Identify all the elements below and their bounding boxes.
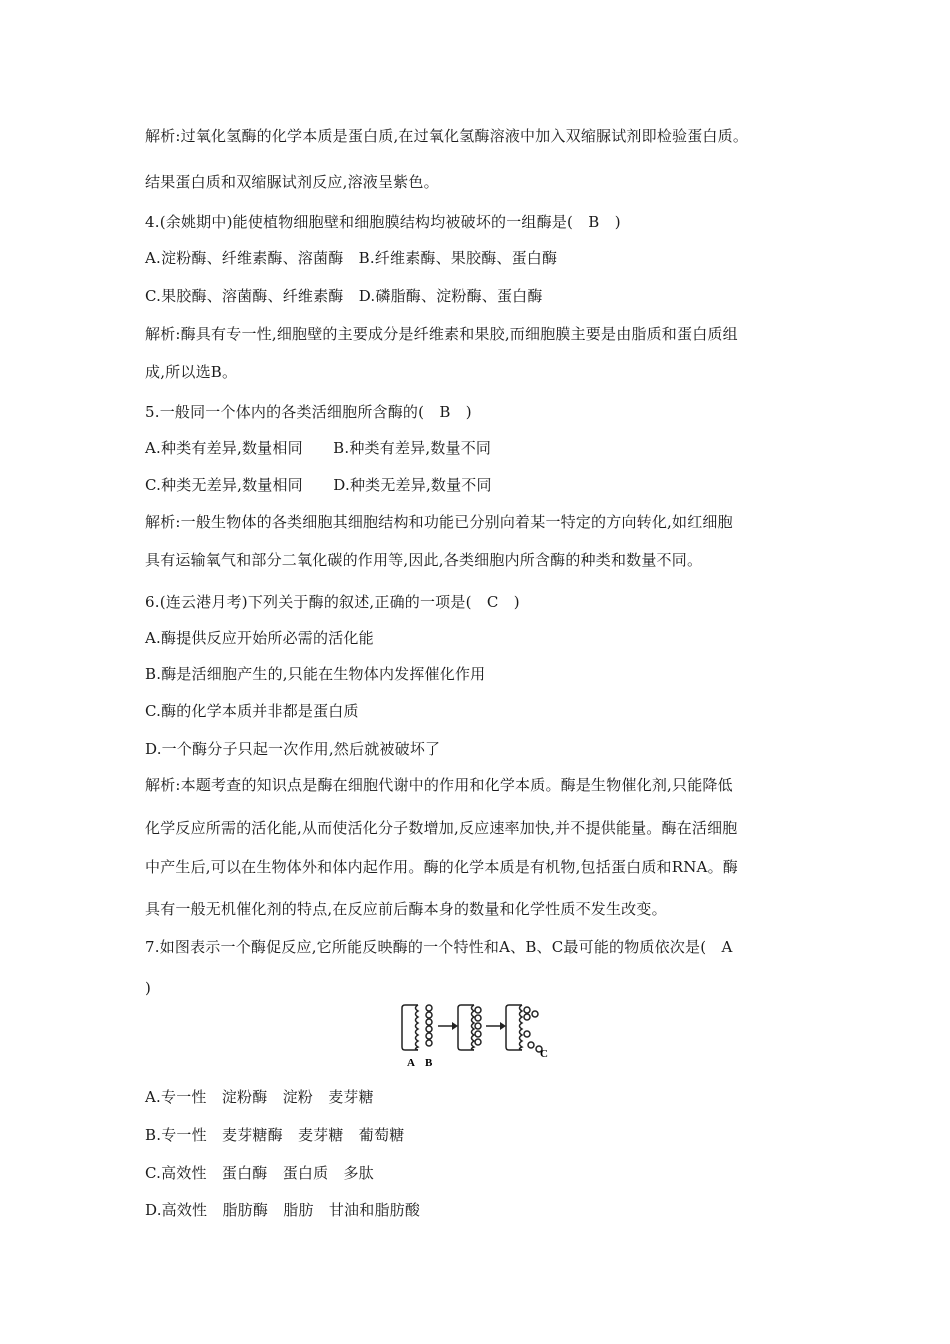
text-line: A.淀粉酶、纤维素酶、溶菌酶 B.纤维素酶、果胶酶、蛋白酶	[145, 249, 558, 267]
text-line: 解析:酶具有专一性,细胞壁的主要成分是纤维素和果胶,而细胞膜主要是由脂质和蛋白质组	[145, 325, 738, 343]
label-a: A	[407, 1057, 415, 1069]
text-line: 4.(余姚期中)能使植物细胞壁和细胞膜结构均被破坏的一组酶是( B )	[145, 213, 621, 231]
text-line: 中产生后,可以在生物体外和体内起作用。酶的化学本质是有机物,包括蛋白质和RNA。酶	[145, 858, 738, 876]
enzyme-reaction-diagram	[398, 1002, 558, 1074]
text-line: C.果胶酶、溶菌酶、纤维素酶 D.磷脂酶、淀粉酶、蛋白酶	[145, 287, 543, 305]
text-line: A.专一性 淀粉酶 淀粉 麦芽糖	[145, 1088, 374, 1106]
text-line: D.高效性 脂肪酶 脂肪 甘油和脂肪酸	[145, 1201, 421, 1219]
text-line: B.酶是活细胞产生的,只能在生物体内发挥催化作用	[145, 665, 486, 683]
text-line: 解析:一般生物体的各类细胞其细胞结构和功能已分别向着某一特定的方向转化,如红细胞	[145, 513, 733, 531]
text-line: 6.(连云港月考)下列关于酶的叙述,正确的一项是( C )	[145, 593, 520, 611]
text-line: A.酶提供反应开始所必需的活化能	[145, 629, 374, 647]
text-line: C.酶的化学本质并非都是蛋白质	[145, 702, 359, 720]
label-b: B	[425, 1057, 433, 1069]
enzyme-a-active-site	[416, 1005, 419, 1050]
arrow-1-head	[452, 1022, 458, 1030]
text-line: 成,所以选B。	[145, 363, 238, 381]
text-line: D.一个酶分子只起一次作用,然后就被破坏了	[145, 740, 441, 758]
text-line: C.高效性 蛋白酶 蛋白质 多肽	[145, 1164, 374, 1182]
text-line: 结果蛋白质和双缩脲试剂反应,溶液呈紫色。	[145, 173, 439, 191]
text-line: 化学反应所需的活化能,从而使活化分子数增加,反应速率加快,并不提供能量。酶在活细胞	[145, 819, 738, 837]
text-line: 5.一般同一个体内的各类活细胞所含酶的( B )	[145, 403, 472, 421]
product-c-molecules	[524, 1007, 542, 1052]
text-line: 具有运输氧气和部分二氧化碳的作用等,因此,各类细胞内所含酶的种类和数量不同。	[145, 551, 703, 569]
text-line: )	[145, 979, 152, 997]
text-line: A.种类有差异,数量相同 B.种类有差异,数量不同	[145, 439, 492, 457]
text-line: B.专一性 麦芽糖酶 麦芽糖 葡萄糖	[145, 1126, 405, 1144]
text-line: 具有一般无机催化剂的特点,在反应前后酶本身的数量和化学性质不发生改变。	[145, 900, 667, 918]
label-c: C	[540, 1048, 548, 1060]
substrate-b-chain	[426, 1005, 432, 1046]
arrow-2-head	[500, 1022, 506, 1030]
text-line: C.种类无差异,数量相同 D.种类无差异,数量不同	[145, 476, 492, 494]
text-line: 解析:过氧化氢酶的化学本质是蛋白质,在过氧化氢酶溶液中加入双缩脲试剂即检验蛋白质。	[145, 127, 749, 145]
text-line: 解析:本题考查的知识点是酶在细胞代谢中的作用和化学本质。酶是生物催化剂,只能降低	[145, 776, 733, 794]
text-line: 7.如图表示一个酶促反应,它所能反映酶的一个特性和A、B、C最可能的物质依次是( A	[145, 938, 733, 956]
